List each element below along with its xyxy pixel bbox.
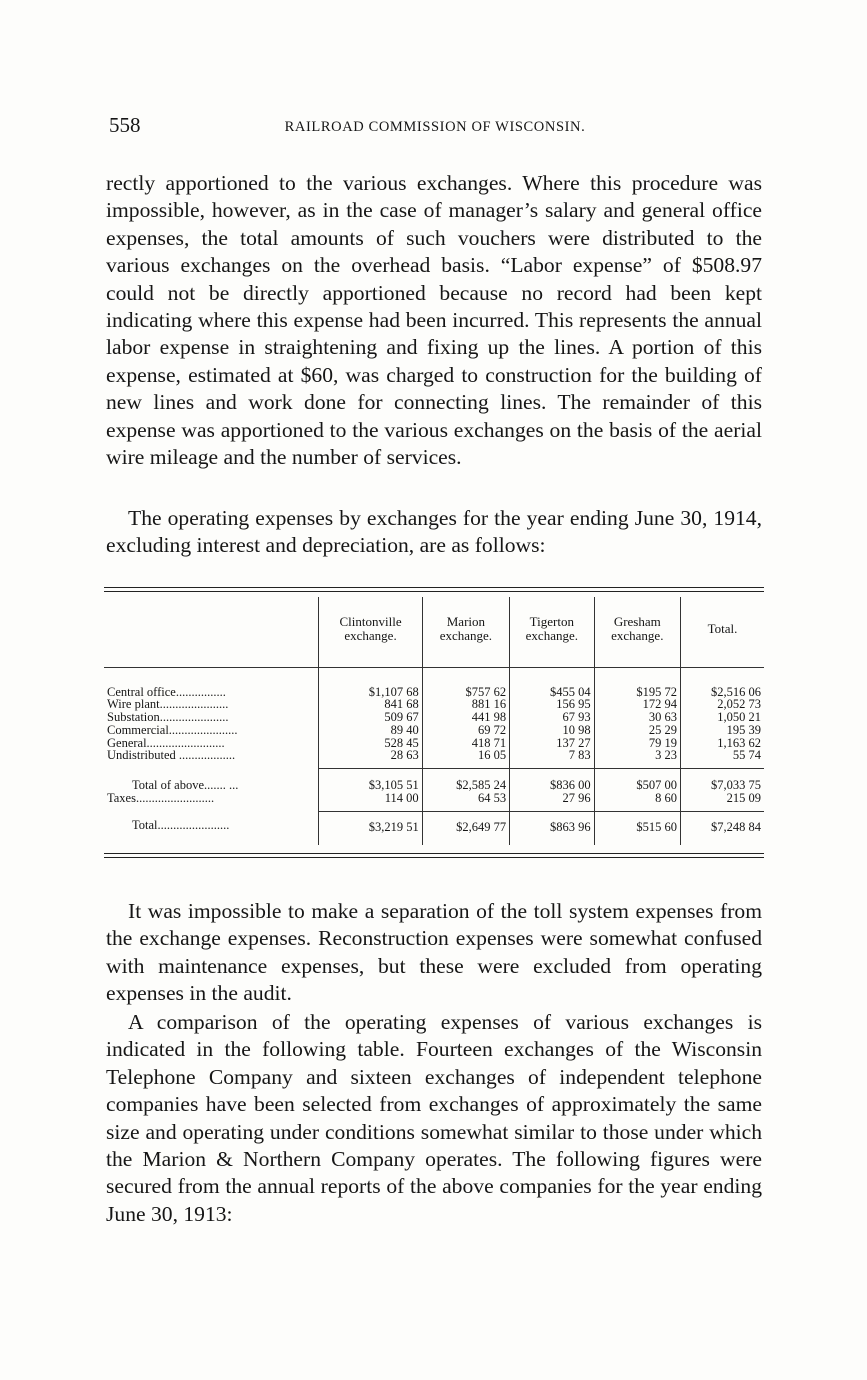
paragraph-table-intro: The operating expenses by exchanges for the year ending June 30, 1914, excluding interest and depreciation, are as follows:: [106, 506, 762, 558]
row-label: Commercial......................: [107, 723, 238, 737]
table-cell: 16 05: [477, 748, 507, 763]
column-header-line: Gresham: [613, 614, 661, 629]
column-header-line: Total.: [707, 621, 738, 636]
subtotal-labels: [104, 769, 319, 812]
column-values-marion: [422, 667, 509, 769]
expenses-table: [104, 597, 764, 845]
table-cell: $1,107 68: [368, 684, 419, 699]
table-cell: $757 62: [465, 684, 507, 699]
table-cell: 28 63: [390, 748, 419, 763]
table-cell: $863 96: [510, 811, 594, 845]
table-cell: 25 29: [648, 722, 677, 737]
table-cell: 27 96: [562, 791, 591, 806]
subtotal-gresham: [594, 769, 680, 812]
table-cell: 1,050 21: [717, 710, 761, 725]
column-header-line: Marion: [446, 614, 486, 629]
table-body-rows: [104, 667, 764, 769]
table-cell: 137 27: [556, 735, 591, 750]
table-subtotal-rows: [104, 769, 764, 812]
subtotal-total: [681, 769, 765, 812]
paragraph-continued: rectly apportioned to the various exchanges. Where this procedure was impossible, however, as in the case of manager’s salary and general office expenses, the total amounts of such vouchers were distributed to the various exchanges on the overhead basis. “Labor expense” of $508.97 could not be directly apportioned because no record had been kept indicating where this expense had been incurred. This represents the annual labor expense in straightening and fixing up the lines. A portion of this expense, estimated at $60, was charged to construction for the building of new lines and work done for connecting lines. The remainder of this expense was apportioned to the various exchanges on the basis of the aerial wire mileage and the number of services.: [106, 171, 762, 470]
table-cell: 195 39: [726, 722, 761, 737]
table-top-rule-2: [104, 591, 764, 592]
column-header-tigerton: [510, 597, 594, 667]
table-cell: 2,052 73: [717, 697, 761, 712]
column-header-clintonville: [319, 597, 422, 667]
table-cell: 7 83: [568, 748, 591, 763]
table-cell: $2,585 24: [456, 778, 507, 793]
table-cell: 79 19: [648, 735, 677, 750]
table-cell: 55 74: [732, 748, 761, 763]
table-cell: 528 45: [384, 735, 419, 750]
table-cell: 8 60: [655, 791, 677, 806]
subtotal-tigerton: [510, 769, 594, 812]
column-values-total: [681, 667, 765, 769]
column-header-marion: [422, 597, 509, 667]
table-cell: 441 98: [471, 710, 507, 725]
table-cell: 10 98: [562, 722, 591, 737]
row-label: Total of above....... ...: [132, 778, 239, 792]
row-label: Total.......................: [132, 819, 230, 833]
table-cell: $195 72: [636, 684, 677, 699]
subtotal-marion: [422, 769, 509, 812]
table-cell: 841 68: [384, 697, 419, 712]
table-cell: $507 00: [636, 778, 677, 793]
row-label: General.........................: [107, 736, 225, 750]
row-label: Substation......................: [107, 711, 229, 724]
table-cell: $836 00: [549, 778, 591, 793]
table-cell: $7,248 84: [681, 811, 765, 845]
table-cell: 881 16: [471, 697, 507, 712]
page-number: 558: [109, 113, 141, 137]
subtotal-clintonville: [319, 769, 422, 812]
table-cell: 1,163 62: [717, 735, 761, 750]
row-label: Central office................: [107, 685, 226, 699]
table-cell: 509 67: [384, 710, 419, 725]
column-header-line: Clintonville: [339, 614, 402, 629]
column-header-line: exchange.: [344, 628, 397, 643]
table-cell: 89 40: [390, 722, 419, 737]
column-header-line: exchange.: [611, 628, 664, 643]
column-header-total: [681, 597, 765, 667]
table-cell: $2,649 77: [422, 811, 509, 845]
paragraph-comparison: A comparison of the operating expenses of various exchanges is indicated in the following table. Fourteen exchanges of the Wisconsin Telephone Company and sixteen exchanges of independent telephone companies have been selected from exchanges of approximately the same size and operating under conditions somewhat similar to those under which the Marion & Northern Company operates. The following figures were secured from the annual reports of the above companies for the year ending June 30, 1913:: [106, 1010, 762, 1226]
table-cell: 418 71: [471, 735, 507, 750]
table-total-row: [104, 811, 764, 845]
column-header-line: Tigerton: [529, 614, 574, 629]
table-cell: 69 72: [477, 722, 507, 737]
running-head: RAILROAD COMMISSION OF WISCONSIN.: [284, 119, 586, 135]
table-cell: 64 53: [477, 791, 507, 806]
page-header: [107, 113, 763, 143]
column-values-gresham: [594, 667, 680, 769]
total-label-cell: [104, 811, 319, 845]
table-cell: $7,033 75: [711, 778, 761, 793]
column-header-gresham: [594, 597, 680, 667]
table-header-row: [104, 597, 764, 667]
column-values-tigerton: [510, 667, 594, 769]
row-labels: [104, 667, 319, 769]
table-bottom-rule-2: [104, 857, 764, 858]
column-values-clintonville: [319, 667, 422, 769]
table-cell: 30 63: [648, 710, 677, 725]
column-header-line: exchange.: [439, 628, 493, 643]
table-cell: 67 93: [562, 710, 591, 725]
table-cell: 215 09: [726, 791, 761, 806]
paragraph-toll-system: It was impossible to make a separation of the toll system expenses from the exchange expenses. Reconstruction expenses were somewhat confused with maintenance expenses, but these were excluded from operating expenses in the audit.: [106, 899, 762, 1006]
stub-header: [104, 597, 319, 667]
column-header-line: exchange.: [525, 628, 578, 643]
table-cell: $3,219 51: [319, 811, 422, 845]
table-cell: $2,516 06: [711, 684, 761, 699]
table-cell: 3 23: [655, 748, 677, 763]
table-cell: $3,105 51: [368, 778, 419, 793]
table-top-rule: [104, 587, 764, 588]
row-label: Taxes.........................: [107, 791, 215, 805]
table-cell: $455 04: [549, 684, 591, 699]
table-cell: $515 60: [594, 811, 680, 845]
table-cell: 156 95: [556, 697, 591, 712]
row-label: Wire plant......................: [107, 698, 229, 712]
table-cell: 172 94: [642, 697, 677, 712]
table-bottom-rule: [104, 853, 764, 854]
table-cell: 114 00: [384, 791, 419, 806]
row-label: Undistributed ..................: [107, 749, 236, 763]
